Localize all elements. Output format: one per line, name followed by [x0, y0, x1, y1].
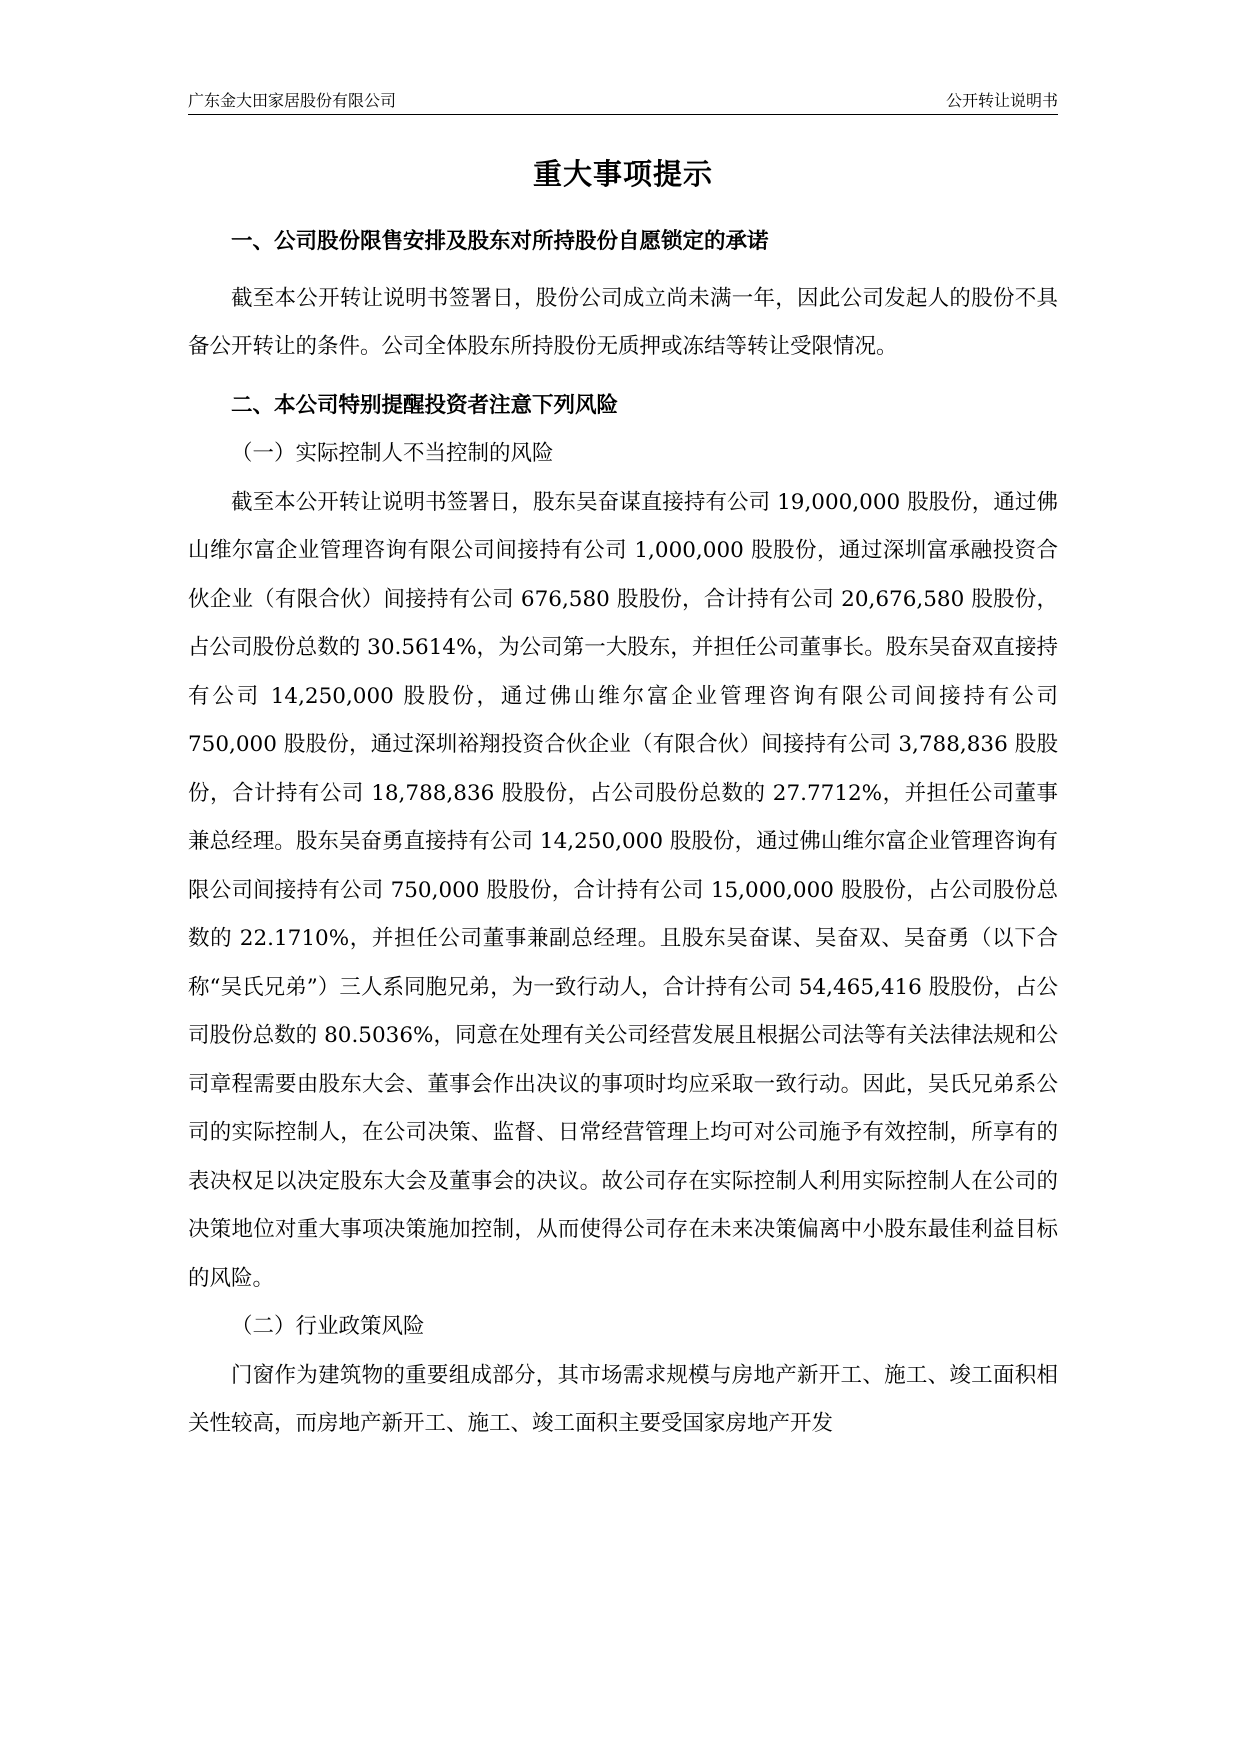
subsection-2-paragraph: 门窗作为建筑物的重要组成部分，其市场需求规模与房地产新开工、施工、竣工面积相关性较高，而房地产新开工、施工、竣工面积主要受国家房地产开发 [188, 1362, 1058, 1436]
subsection-1-heading: （一）实际控制人不当控制的风险 [231, 441, 554, 466]
document-body [188, 218, 1058, 1449]
header-document-type: 公开转让说明书 [945, 91, 1058, 110]
section-1-paragraph: 截至本公开转让说明书签署日，股份公司成立尚未满一年，因此公司发起人的股份不具备公开转让的条件。公司全体股东所持股份无质押或冻结等转让受限情况。 [188, 285, 1058, 359]
section-1-heading: 一、公司股份限售安排及股东对所持股份自愿锁定的承诺 [231, 229, 769, 254]
section-2-heading: 二、本公司特别提醒投资者注意下列风险 [231, 392, 619, 418]
page-header [188, 86, 1058, 115]
subsection-1-paragraph: 截至本公开转让说明书签署日，股东吴奋谋直接持有公司 19,000,000 股股份，通过佛山维尔富企业管理咨询有限公司间接持有公司 1,000,000 股股份，通过深圳富承融投资合伙企业（有限合伙）间接持有公司 676,580 股股份，合计持有公司 20,676,580 股股份，占公司股份总数的 30.5614%，为公司第一大股东，并担任公司董事长。股东吴奋双直接持有公司 14,250,000 股股份，通过佛山维尔富企业管理咨询有限公司间接持有公司 750,000 股股份，通过深圳裕翔投资合伙企业（有限合伙）间接持有公司 3,788,836 股股份，合计持有公司 18,788,836 股股份，占公司股份总数的 27.7712%，并担任公司董事兼总经理。股东吴奋勇直接持有公司 14,250,000 股股份，通过佛山维尔富企业管理咨询有限公司间接持有公司 750,000 股股份，合计持有公司 15,000,000 股股份，占公司股份总数的 22.1710%，并担任公司董事兼副总经理。且股东吴奋谋、吴奋双、吴奋勇（以下合称“吴氏兄弟”）三人系同胞兄弟，为一致行动人，合计持有公司 54,465,416 股股份，占公司股份总数的 80.5036%，同意在处理有关公司经营发展且根据公司法等有关法律法规和公司章程需要由股东大会、董事会作出决议的事项时均应采取一致行动。因此，吴氏兄弟系公司的实际控制人，在公司决策、监督、日常经营管理上均可对公司施予有效控制，所享有的表决权足以决定股东大会及董事会的决议。故公司存在实际控制人利用实际控制人在公司的决策地位对重大事项决策施加控制，从而使得公司存在未来决策偏离中小股东最佳利益目标的风险。 [188, 489, 1058, 1291]
header-company-name: 广东金大田家居股份有限公司 [188, 91, 397, 110]
page-title: 重大事项提示 [532, 157, 713, 191]
subsection-2-heading: （二）行业政策风险 [231, 1314, 425, 1339]
